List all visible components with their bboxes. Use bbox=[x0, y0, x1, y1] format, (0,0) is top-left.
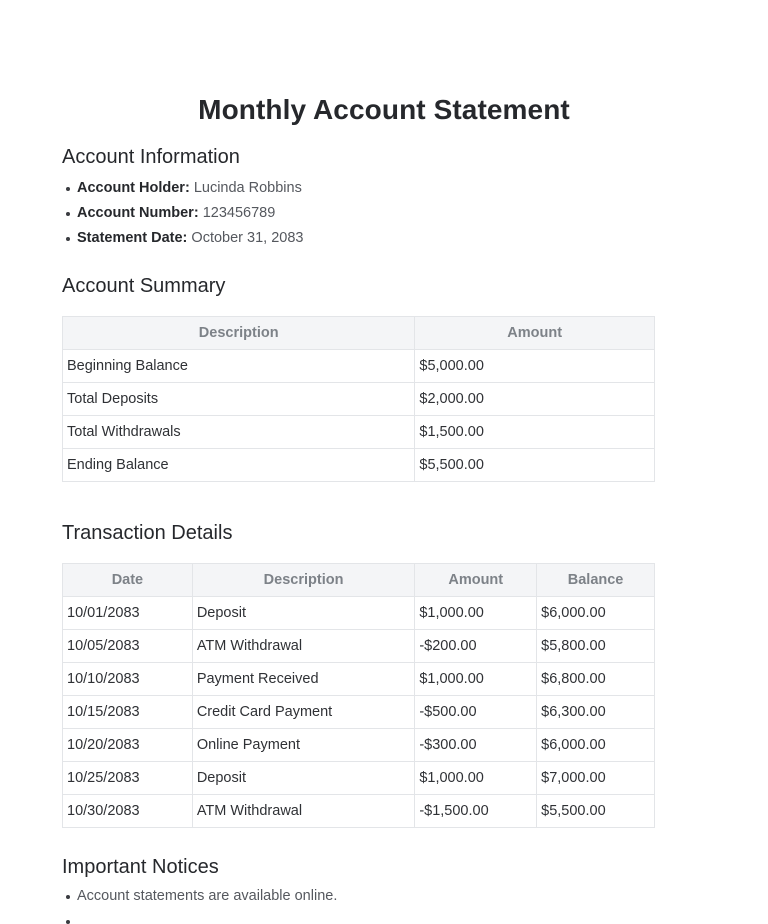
item-label: Statement Date: bbox=[77, 230, 188, 246]
cell-description: Deposit bbox=[192, 597, 415, 630]
table-row bbox=[63, 416, 655, 449]
table-row bbox=[63, 696, 655, 729]
cell-date: 10/30/2083 bbox=[63, 795, 193, 828]
table-row bbox=[63, 729, 655, 762]
cell-date: 10/25/2083 bbox=[63, 762, 193, 795]
table-row bbox=[63, 383, 655, 416]
column-header: Balance bbox=[537, 564, 655, 597]
item-label: Account Holder: bbox=[77, 180, 190, 196]
notices-list bbox=[62, 884, 706, 909]
table-row bbox=[63, 795, 655, 828]
cell-balance: $6,000.00 bbox=[537, 729, 655, 762]
cell-amount: $2,000.00 bbox=[415, 383, 655, 416]
cell-date: 10/20/2083 bbox=[63, 729, 193, 762]
cell-amount: $5,000.00 bbox=[415, 350, 655, 383]
cell-amount: -$200.00 bbox=[415, 630, 537, 663]
column-header: Date bbox=[63, 564, 193, 597]
account-info-list bbox=[62, 176, 706, 251]
cell-date: 10/01/2083 bbox=[63, 597, 193, 630]
item-label: Account Number: bbox=[77, 205, 199, 221]
table-row bbox=[63, 630, 655, 663]
notice-item: Account statements are available online. bbox=[66, 884, 706, 909]
cell-date: 10/05/2083 bbox=[63, 630, 193, 663]
cell-amount: $5,500.00 bbox=[415, 449, 655, 482]
transaction-details-section bbox=[62, 520, 706, 828]
cell-amount: $1,000.00 bbox=[415, 597, 537, 630]
important-notices-section bbox=[62, 854, 706, 909]
cell-balance: $6,300.00 bbox=[537, 696, 655, 729]
table-row bbox=[63, 449, 655, 482]
cell-description: ATM Withdrawal bbox=[192, 795, 415, 828]
column-header: Description bbox=[63, 317, 415, 350]
transactions-table bbox=[62, 563, 655, 828]
cell-description: Total Withdrawals bbox=[63, 416, 415, 449]
statement-date-item bbox=[66, 226, 706, 251]
cell-description: Online Payment bbox=[192, 729, 415, 762]
section-heading: Account Information bbox=[62, 146, 240, 168]
table-row bbox=[63, 663, 655, 696]
cell-description: Total Deposits bbox=[63, 383, 415, 416]
account-information-section bbox=[62, 144, 706, 251]
cell-description: Credit Card Payment bbox=[192, 696, 415, 729]
cell-amount: $1,000.00 bbox=[415, 663, 537, 696]
item-value: October 31, 2083 bbox=[191, 230, 304, 246]
table-row bbox=[63, 597, 655, 630]
cell-date: 10/10/2083 bbox=[63, 663, 193, 696]
section-heading: Account Summary bbox=[62, 275, 226, 297]
cell-date: 10/15/2083 bbox=[63, 696, 193, 729]
cell-description: ATM Withdrawal bbox=[192, 630, 415, 663]
cell-amount: $1,000.00 bbox=[415, 762, 537, 795]
section-heading: Important Notices bbox=[62, 856, 219, 878]
cell-amount: $1,500.00 bbox=[415, 416, 655, 449]
cell-balance: $7,000.00 bbox=[537, 762, 655, 795]
table-row bbox=[63, 762, 655, 795]
account-summary-section bbox=[62, 273, 706, 482]
page-title: Monthly Account Statement bbox=[198, 94, 570, 125]
column-header: Description bbox=[192, 564, 415, 597]
section-heading: Transaction Details bbox=[62, 522, 233, 544]
cell-amount: -$1,500.00 bbox=[415, 795, 537, 828]
table-header-row bbox=[63, 564, 655, 597]
cell-amount: -$300.00 bbox=[415, 729, 537, 762]
account-holder-item bbox=[66, 176, 706, 201]
cell-description: Deposit bbox=[192, 762, 415, 795]
cell-balance: $6,800.00 bbox=[537, 663, 655, 696]
account-summary-table bbox=[62, 316, 655, 482]
cell-description: Payment Received bbox=[192, 663, 415, 696]
cell-amount: -$500.00 bbox=[415, 696, 537, 729]
cell-description: Beginning Balance bbox=[63, 350, 415, 383]
column-header: Amount bbox=[415, 317, 655, 350]
table-header-row bbox=[63, 317, 655, 350]
cell-description: Ending Balance bbox=[63, 449, 415, 482]
item-value: Lucinda Robbins bbox=[193, 180, 302, 196]
table-row bbox=[63, 350, 655, 383]
column-header: Amount bbox=[415, 564, 537, 597]
account-number-item bbox=[66, 201, 706, 226]
cell-balance: $5,500.00 bbox=[537, 795, 655, 828]
cell-balance: $5,800.00 bbox=[537, 630, 655, 663]
item-value: 123456789 bbox=[202, 205, 276, 221]
cell-balance: $6,000.00 bbox=[537, 597, 655, 630]
